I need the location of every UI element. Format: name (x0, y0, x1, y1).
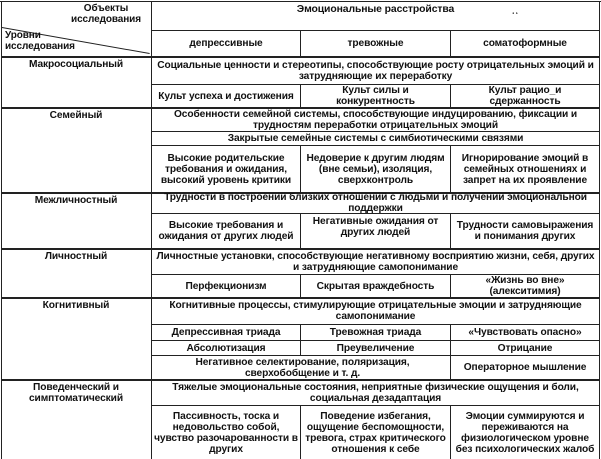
level-column-divider (151, 1, 152, 459)
behavioral-cell-anxious: Поведение избегания, ощущение беспомощности, тревога, страх критического отношения к себе (305, 410, 446, 455)
cognitive-exaggeration: Преувеличение (336, 342, 415, 354)
interpersonal-cell-anxious: Негативные ожидания от других людей (312, 216, 439, 238)
behavioral-cell-somatoform: Эмоции суммируются и переживаются на физиологическом уровне без психологических жалоб (455, 410, 595, 455)
cognitive-triad-depressive: Депрессивная триада (171, 327, 281, 338)
cognitive-negative-selection: Негативное селектирование, поляризация, сверхобобщение и т. д. (195, 356, 410, 379)
interpersonal-divider-1 (300, 213, 301, 248)
family-span-cell-2: Закрытые семейные системы с симбиотическими связями (227, 133, 524, 144)
cognitive-divider-1 (300, 324, 301, 355)
personal-divider-1 (300, 274, 301, 297)
header-levels-label: Уровни исследования (5, 30, 75, 52)
behavioral-span-cell: Тяжелые эмоциональные состояния, неприятные физические ощущения и боли, социальная дезадаптация (172, 381, 579, 404)
cognitive-triad-anxious: Тревожная триада (329, 327, 422, 338)
macro-cell-somatoform: Культ рацио_и сдержанность (488, 85, 562, 107)
cognitive-denial: Отрицание (497, 342, 553, 354)
family-cell-somatoform: Игнорирование эмоций в семейных отношениях и запрет на их проявление (461, 152, 589, 186)
level-label-interpersonal: Межличностный (34, 195, 118, 206)
macro-divider-1 (300, 84, 301, 107)
interpersonal-cell-depressive: Высокие требования и ожидания от других людей (158, 220, 294, 242)
level-label-macro: Макросоциальный (28, 59, 124, 70)
cognitive-feeling-dangerous: «Чувствовать опасно» (468, 327, 582, 338)
family-divider-1 (300, 145, 301, 192)
family-cell-anxious: Недоверие к другим людям (вне семьи), изоляция, сверхконтроль (306, 152, 445, 186)
family-cell-depressive: Высокие родительские требования и ожидания, высокий уровень критики (160, 152, 292, 186)
personal-span-cell: Личностные установки, способствующие негативному восприятию жизни, себя, других и затрудняющие самопонимание (156, 250, 595, 273)
cognitive-divider-2 (450, 324, 451, 379)
level-label-cognitive: Когнитивный (42, 300, 110, 311)
macro-cell-anxious: Культ силы и конкурентность (336, 85, 415, 107)
interpersonal-cell-somatoform: Трудности самовыражения и понимания других (456, 220, 594, 242)
header-stray-mark: ʻ ʻ (512, 11, 518, 19)
cognitive-absolutization: Абсолютизация (186, 342, 266, 354)
header-objects-label: Объекты исследования (71, 3, 141, 25)
macro-divider-2 (450, 84, 451, 107)
column-header-somatoform: соматоформные (483, 38, 567, 49)
personal-cell-depressive: Перфекционизм (185, 280, 267, 292)
cognitive-operator-thinking: Операторное мышление (463, 362, 587, 373)
behavioral-divider-1 (300, 405, 301, 459)
behavioral-cell-depressive: Пассивность, тоска и недовольство собой, чувство разочарованности в других (154, 410, 298, 455)
personal-cell-somatoform: «Жизнь во вне» (алекситимия) (485, 275, 565, 297)
level-label-behavioral: Поведенческий и симптоматический (28, 382, 124, 404)
interpersonal-span-cell: Трудности в построении близких отношений с людьми и получении эмоциональной поддержки (164, 193, 587, 213)
cognitive-span-cell: Когнитивные процессы, стимулирующие отрицательные эмоции и затрудняющие самопонимание (169, 300, 582, 322)
level-label-family: Семейный (49, 110, 103, 121)
behavioral-divider-2 (450, 405, 451, 459)
column-header-depressive: депрессивные (189, 38, 263, 49)
level-label-personal: Личностный (44, 251, 108, 262)
family-divider-2 (450, 145, 451, 192)
macro-span-cell: Социальные ценности и стереотипы, способствующие росту отрицательных эмоций и затрудняющие их переработку (157, 59, 594, 82)
family-span-cell-1: Особенности семейной системы, способствующие индуцированию, фиксации и трудностям переработки отрицательных эмоций (173, 108, 578, 131)
header-main-title: Эмоциональные расстройства (296, 3, 455, 15)
personal-cell-anxious: Скрытая враждебность (316, 280, 435, 292)
interpersonal-divider-2 (450, 213, 451, 248)
macro-cell-depressive: Культ успеха и достижения (158, 90, 294, 102)
column-header-anxious: тревожные (347, 38, 404, 49)
personal-divider-2 (450, 274, 451, 297)
table-border-right (599, 1, 600, 459)
